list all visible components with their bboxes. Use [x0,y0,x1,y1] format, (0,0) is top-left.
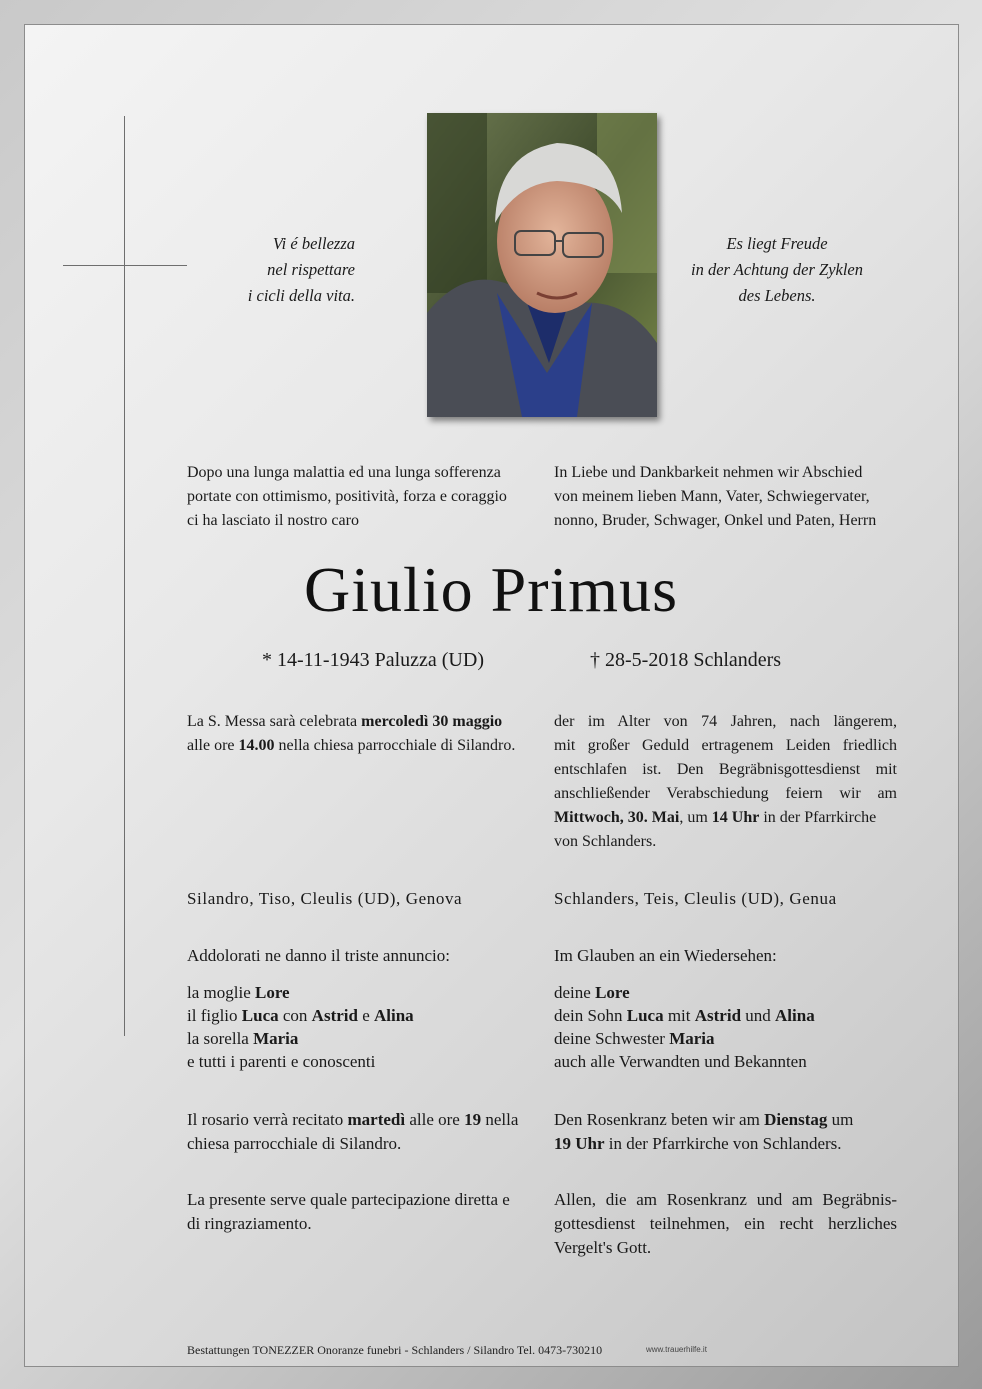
text: deine Schwester [554,1029,670,1048]
text: deine [554,983,596,1002]
name-bold: Astrid [311,1006,358,1025]
quote-it-line: Vi é bellezza [272,234,355,253]
closing-german [554,1188,897,1260]
text: , um [679,809,712,826]
rosary-it-line [187,1108,518,1132]
name-bold: Maria [253,1029,299,1048]
mass-italian [187,710,515,758]
rosary-italian [187,1108,518,1156]
quote-italian [205,231,355,309]
text: nella chiesa parrocchiale di Silandro. [274,737,516,754]
footer-url: www.trauerhilfe.it [646,1345,707,1354]
quote-german [672,231,882,309]
intro-de-line: von meinem lieben Mann, Vater, Schwiegervater, [554,488,870,505]
family-german [554,981,815,1073]
text: Den Rosenkranz beten wir am [554,1110,765,1129]
mass-date-bold: mercoledì 30 maggio [361,713,503,730]
intro-it-line: ci ha lasciato il nostro caro [187,512,359,529]
quote-de-line: in der Achtung der Zyklen [691,260,863,279]
text: um [827,1110,854,1129]
intro-it-line: portate con ottimismo, positività, forza e coraggio [187,488,507,505]
intro-de-line: nonno, Bruder, Schwager, Onkel und Paten, Herrn [554,512,877,529]
text: e [357,1006,374,1025]
closing-de-line: Allen, die am Rosenkranz und am Begräbnis- [554,1190,897,1209]
name-bold: Astrid [694,1006,742,1025]
text: alle ore [187,737,239,754]
mass-de-line: der im Alter von 74 Jahren, nach längerem, [554,713,897,730]
announce-german: Im Glauben an ein Wiedersehen: [554,946,777,965]
mass-it-line-1 [187,710,515,734]
mass-de-line: entschlafen ist. Den Begräbnisgottesdienst mit [554,761,897,778]
closing-de-line: Vergelt's Gott. [554,1238,652,1257]
intro-de-line: In Liebe und Dankbarkeit nehmen wir Abschied [554,464,863,481]
intro-german [554,461,876,533]
text: alle ore [405,1110,465,1129]
family-it-line [187,1004,414,1027]
rosary-de-line [554,1108,853,1132]
name-bold: Lore [254,983,290,1002]
family-it-line: e tutti i parenti e conoscenti [187,1052,376,1071]
intro-it-line: Dopo una lunga malattia ed una lunga sofferenza [187,464,501,481]
death-date: † 28-5-2018 Schlanders [590,649,782,671]
rosary-german [554,1108,853,1156]
portrait-photo [427,113,657,417]
text: la sorella [187,1029,254,1048]
rosary-time-bold: 19 Uhr [554,1134,605,1153]
mass-de-time-bold: 14 Uhr [711,809,760,826]
intro-italian [187,461,507,533]
name-bold: Luca [241,1006,279,1025]
quote-it-line: i cicli della vita. [247,286,355,305]
text: La S. Messa sarà celebrata [187,713,362,730]
text: il figlio [187,1006,242,1025]
mass-it-line-2 [187,734,515,758]
family-de-line: auch alle Verwandten und Bekannten [554,1052,807,1071]
family-it-line [187,981,414,1004]
closing-it-line: di ringraziamento. [187,1214,312,1233]
rosary-day-bold: martedì [347,1110,406,1129]
places-italian: Silandro, Tiso, Cleulis (UD), Genova [187,889,463,908]
rosary-de-line [554,1132,853,1156]
family-de-line [554,981,815,1004]
rosary-it-line: chiesa parrocchiale di Silandro. [187,1134,402,1153]
text: in der Pfarrkirche [759,809,877,826]
mass-time-bold: 14.00 [238,737,275,754]
mass-de-line-6: von Schlanders. [554,833,657,850]
mass-de-line: anschließender Verabschiedung feiern wir am [554,785,897,802]
closing-it-line: La presente serve quale partecipazione diretta e [187,1190,510,1209]
text: nella [481,1110,519,1129]
text: la moglie [187,983,255,1002]
funeral-home-footer: Bestattungen TONEZZER Onoranze funebri - Schlanders / Silandro Tel. 0473-730210 [187,1343,603,1357]
mass-de-date-bold: Mittwoch, 30. Mai [554,809,680,826]
mass-de-line: mit großer Geduld ertragenem Leiden friedlich [554,737,897,754]
rosary-day-bold: Dienstag [764,1110,828,1129]
cross-horizontal-bar [63,265,187,266]
family-it-line [187,1027,414,1050]
deceased-name: Giulio Primus [304,554,678,625]
text: in der Pfarrkirche von Schlanders. [604,1134,842,1153]
announce-italian: Addolorati ne danno il triste annuncio: [187,946,450,965]
family-italian [187,981,414,1073]
birth-date: * 14-11-1943 Paluzza (UD) [262,649,484,671]
quote-de-line: Es liegt Freude [726,234,828,253]
text: Il rosario verrà recitato [187,1110,348,1129]
quote-de-line: des Lebens. [738,286,816,305]
rosary-time-bold: 19 [464,1110,482,1129]
name-bold: Maria [669,1029,715,1048]
closing-italian [187,1188,510,1236]
name-bold: Alina [374,1006,414,1025]
name-bold: Alina [775,1006,815,1025]
family-de-line [554,1027,815,1050]
mass-de-line-5 [554,806,897,830]
portrait-image [427,113,657,417]
places-german: Schlanders, Teis, Cleulis (UD), Genua [554,889,837,908]
family-de-line [554,1004,815,1027]
name-bold: Lore [595,983,630,1002]
mass-german [554,710,897,854]
closing-de-line: gottesdienst teilnehmen, ein recht herzliches [554,1214,897,1233]
text: und [741,1006,776,1025]
text: dein Sohn [554,1006,627,1025]
text: mit [663,1006,695,1025]
quote-it-line: nel rispettare [267,260,355,279]
text: con [278,1006,312,1025]
name-bold: Luca [626,1006,664,1025]
